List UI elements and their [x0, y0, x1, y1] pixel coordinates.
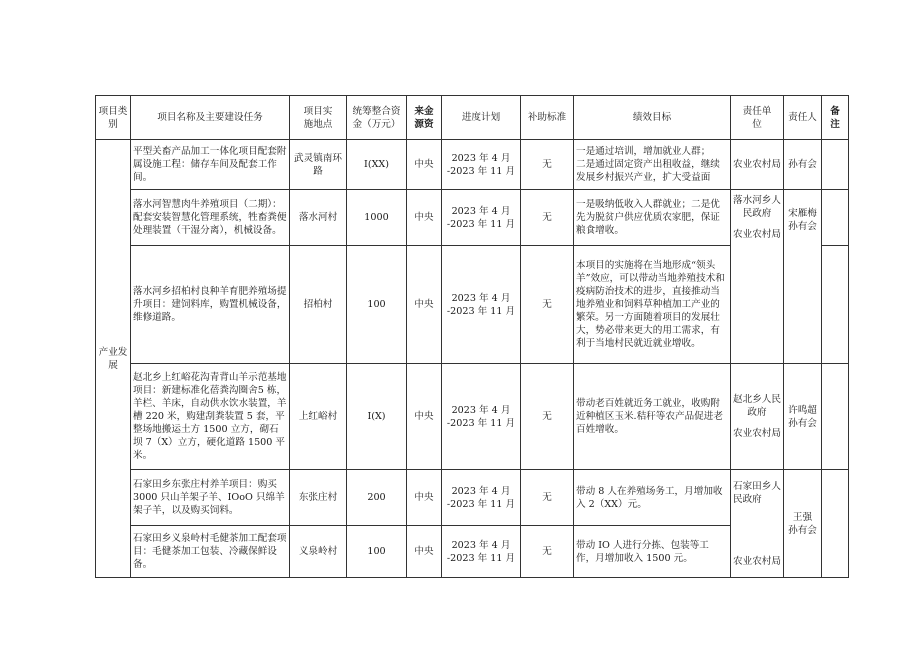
unit-top: 赵北乡人民 政府	[733, 394, 781, 418]
unit-bottom: 农业农村局	[733, 229, 781, 240]
remark-cell	[822, 140, 849, 190]
project-location: 落水河村	[290, 190, 347, 246]
subsidy-standard: 无	[521, 140, 574, 190]
remark-cell	[822, 190, 849, 246]
header-person: 责任人	[784, 96, 822, 140]
responsible-person: 孙有会	[784, 140, 822, 190]
subsidy-standard: 无	[521, 364, 574, 470]
project-funds: 100	[347, 246, 407, 364]
project-table	[95, 95, 849, 578]
project-name: 石家田乡义泉岭村毛健茶加工配套项目：毛健茶加工包装、冷藏保鲜设备。	[131, 526, 290, 578]
fund-source: 中央	[407, 364, 442, 470]
header-remark: 备 注	[822, 96, 849, 140]
category-cell: 产业发 展	[96, 140, 131, 578]
responsible-unit: 农业农村局	[731, 140, 784, 190]
table-row	[96, 140, 849, 190]
responsible-person-zhaobei: 许鸣超 孙有会	[784, 364, 822, 470]
project-location: 上红峪村	[290, 364, 347, 470]
project-location: 义泉岭村	[290, 526, 347, 578]
project-name: 平型关畜产品加工一体化项目配套附属设施工程：储存车间及配套工作间。	[131, 140, 290, 190]
project-funds: I(X)	[347, 364, 407, 470]
project-funds: 100	[347, 526, 407, 578]
project-funds: I(XX)	[347, 140, 407, 190]
header-source: 来金 源资	[407, 96, 442, 140]
header-category: 项目类 别	[96, 96, 131, 140]
fund-source: 中央	[407, 140, 442, 190]
table-row	[96, 364, 849, 470]
performance-goal: 本项目的实施将在当地形成“领头羊”效应，可以带动当地养殖技术和疫病防治技术的进步，直接推动当地养殖业和饲料草种植加工产业的繁荣。另一方面随着项目的发展壮大，势必带来更大的用工需求，有利于当地村民就近就业增收。	[574, 246, 731, 364]
project-name: 落水河乡招柏村良种羊育肥养殖场提升项目：建饲料库，购置机械设备，维修道路。	[131, 246, 290, 364]
header-funds: 统筹整合资 金（万元）	[347, 96, 407, 140]
header-row	[96, 96, 849, 140]
schedule: 2023 年 4 月 -2023 年 11 月	[442, 470, 521, 526]
project-location: 招柏村	[290, 246, 347, 364]
responsible-unit-zhaobei	[731, 364, 784, 470]
remark-cell	[822, 470, 849, 578]
subsidy-standard: 无	[521, 526, 574, 578]
header-standard: 补助标准	[521, 96, 574, 140]
subsidy-standard: 无	[521, 246, 574, 364]
project-location: 东张庄村	[290, 470, 347, 526]
project-funds: 200	[347, 470, 407, 526]
table-row	[96, 190, 849, 246]
project-name: 石家田乡东张庄村养羊项目：购买3000 只山羊架子羊、IOoO 只绵羊架子羊，以及购买饲料。	[131, 470, 290, 526]
subsidy-standard: 无	[521, 190, 574, 246]
fund-source: 中央	[407, 246, 442, 364]
remark-cell	[822, 246, 849, 364]
remark-cell	[822, 364, 849, 470]
unit-top: 落水河乡人 民政府	[733, 195, 781, 219]
unit-bottom: 农业农村局	[733, 428, 781, 439]
schedule: 2023 年 4 月 -2023 年 11 月	[442, 364, 521, 470]
project-location: 武灵镇南环 路	[290, 140, 347, 190]
performance-goal: 一是通过培训，增加就业人群； 二是通过固定资产出租收益，继续发展乡村振兴产业，扩大受益面	[574, 140, 731, 190]
subsidy-standard: 无	[521, 470, 574, 526]
performance-goal: 一是吸纳低收入人群就业；二是优先为脱贫户供应优质农家肥，保证粮食增收。	[574, 190, 731, 246]
header-name: 项目名称及主要建设任务	[131, 96, 290, 140]
project-name: 落水河智慧肉牛养殖项目（二期）：配套安装智慧化管理系统，牲畜粪便处理装置（干湿分离），机械设备。	[131, 190, 290, 246]
header-schedule: 进度计划	[442, 96, 521, 140]
header-location: 项目实 施地点	[290, 96, 347, 140]
performance-goal: 带动老百姓就近务工就业，收购附近种植区玉米.秸秆等农产品促进老百姓增收。	[574, 364, 731, 470]
fund-source: 中央	[407, 190, 442, 246]
responsible-person-shijiatian: 王强 孙有会	[784, 470, 822, 578]
schedule: 2023 年 4 月 -2023 年 11 月	[442, 140, 521, 190]
schedule: 2023 年 4 月 -2023 年 11 月	[442, 526, 521, 578]
responsible-unit-shijiatian	[731, 470, 784, 578]
fund-source: 中央	[407, 526, 442, 578]
header-goals: 绩效目标	[574, 96, 731, 140]
schedule: 2023 年 4 月 -2023 年 11 月	[442, 246, 521, 364]
project-table-page	[95, 95, 848, 578]
unit-top: 石家田乡人 民政府	[733, 480, 781, 505]
project-funds: 1000	[347, 190, 407, 246]
unit-bottom: 农业农村局	[733, 555, 781, 567]
table-row	[96, 470, 849, 526]
project-name: 赵北乡上红峪花沟青背山羊示范基地项目：新建标准化蓓粪沟圈舍5 栋，羊栏、羊床，自动供水饮水装置，羊槽 220 米，购建刮粪装置 5 套，平整场地搬运土方 1500 立方，砌石坝 7（X）立方，硬化道路 1500 平米。	[131, 364, 290, 470]
performance-goal: 带动 IO 人进行分拣、包装等工作，月增加收入 1500 元。	[574, 526, 731, 578]
fund-source: 中央	[407, 470, 442, 526]
schedule: 2023 年 4 月 -2023 年 11 月	[442, 190, 521, 246]
performance-goal: 带动 8 人在养殖场务工，月增加收入 2（XX）元。	[574, 470, 731, 526]
header-unit: 责任单 位	[731, 96, 784, 140]
responsible-unit-luoshuihe	[731, 190, 784, 364]
responsible-person-luoshuihe: 宋雁梅 孙有会	[784, 190, 822, 364]
